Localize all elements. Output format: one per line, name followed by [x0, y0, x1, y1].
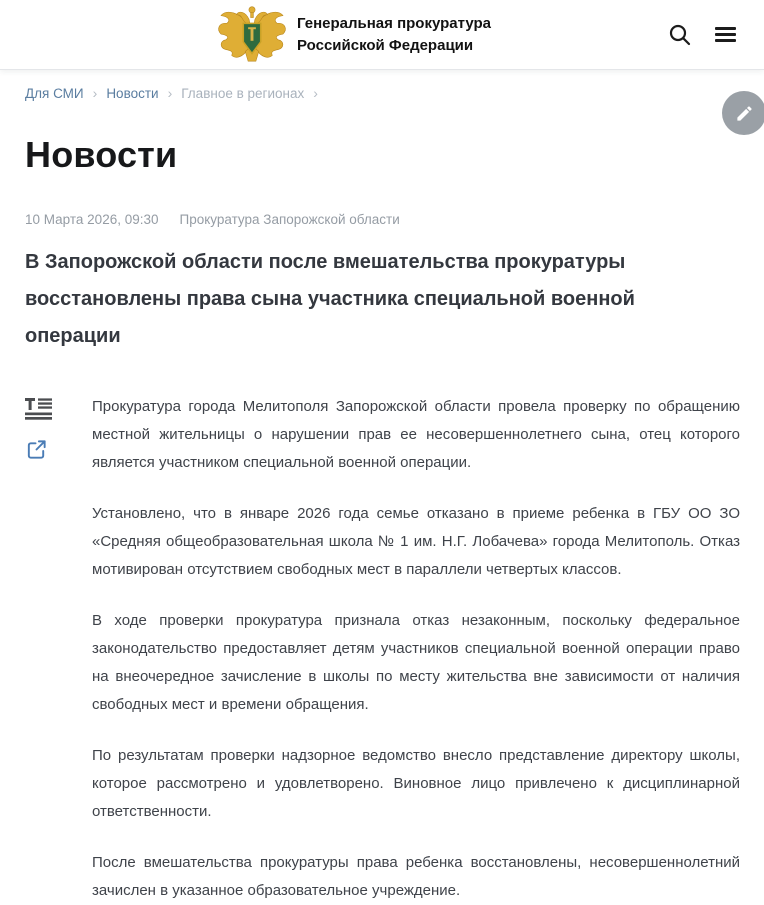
- prosecutor-emblem-icon: [216, 4, 288, 66]
- share-button[interactable]: [25, 438, 48, 461]
- article-toolbar: [25, 393, 92, 905]
- chevron-right-icon: ›: [167, 85, 173, 101]
- article-paragraph: Установлено, что в январе 2026 года семье отказано в приеме ребенка в ГБУ ОО ЗО «Средняя общеобразовательная школа № 1 им. Н.Г. Лобачева» города Мелитополь. Отказ мотивирован отсутствием свободных мест в параллели четвертых классов.: [92, 505, 740, 578]
- org-title-line2: Российской Федерации: [297, 36, 474, 54]
- share-icon: [25, 449, 48, 464]
- breadcrumb-item-glavnoe-v-regionah[interactable]: Главное в регионах: [181, 85, 305, 101]
- main-content: [0, 134, 764, 905]
- article-date: 10 Марта 2026, 09:30: [25, 212, 159, 227]
- search-icon: [667, 22, 693, 48]
- site-logo[interactable]: [216, 4, 491, 66]
- menu-button[interactable]: [711, 23, 740, 46]
- breadcrumb-item-novosti[interactable]: Новости: [106, 85, 159, 101]
- edit-button[interactable]: [722, 91, 764, 135]
- text-size-icon: [25, 409, 52, 424]
- article-body: [92, 393, 740, 905]
- chevron-right-icon: ›: [313, 85, 318, 101]
- hamburger-menu-icon: [715, 27, 736, 42]
- chevron-right-icon: ›: [92, 85, 98, 101]
- breadcrumb: [0, 70, 764, 101]
- article-meta: [25, 212, 739, 227]
- org-title: [297, 13, 491, 57]
- article-paragraph: В ходе проверки прокуратура признала отказ незаконным, поскольку федеральное законодательство предоставляет детям участников специальной военной операции право на внеочередное зачисление в школы по месту жительства вне зависимости от наличия свободных мест и времени обращения.: [92, 612, 740, 713]
- pencil-icon: [735, 104, 754, 123]
- font-size-button[interactable]: [25, 398, 52, 421]
- page-title: Новости: [25, 134, 178, 175]
- article-headline: В Запорожской области после вмешательства прокуратуры восстановлены права сына участника специальной военной операции: [25, 251, 635, 347]
- article-paragraph: По результатам проверки надзорное ведомство внесло представление директору школы, которое рассмотрено и удовлетворено. Виновное лицо привлечено к дисциплинарной ответственности.: [92, 747, 740, 820]
- article-region: [25, 393, 740, 905]
- article-paragraph: После вмешательства прокуратуры права ребенка восстановлены, несовершеннолетний зачислен в указанное образовательное учреждение.: [92, 854, 740, 899]
- org-title-line1: Генеральная прокуратура: [297, 14, 491, 32]
- site-header: [0, 0, 764, 70]
- article-source: Прокуратура Запорожской области: [179, 212, 400, 227]
- breadcrumb-item-dlya-smi[interactable]: Для СМИ: [25, 85, 84, 101]
- search-button[interactable]: [663, 18, 697, 52]
- article-paragraph: Прокуратура города Мелитополя Запорожской области провела проверку по обращению местной жительницы о нарушении прав ее несовершеннолетнего сына, отец которого является участником специальной военной операции.: [92, 398, 740, 471]
